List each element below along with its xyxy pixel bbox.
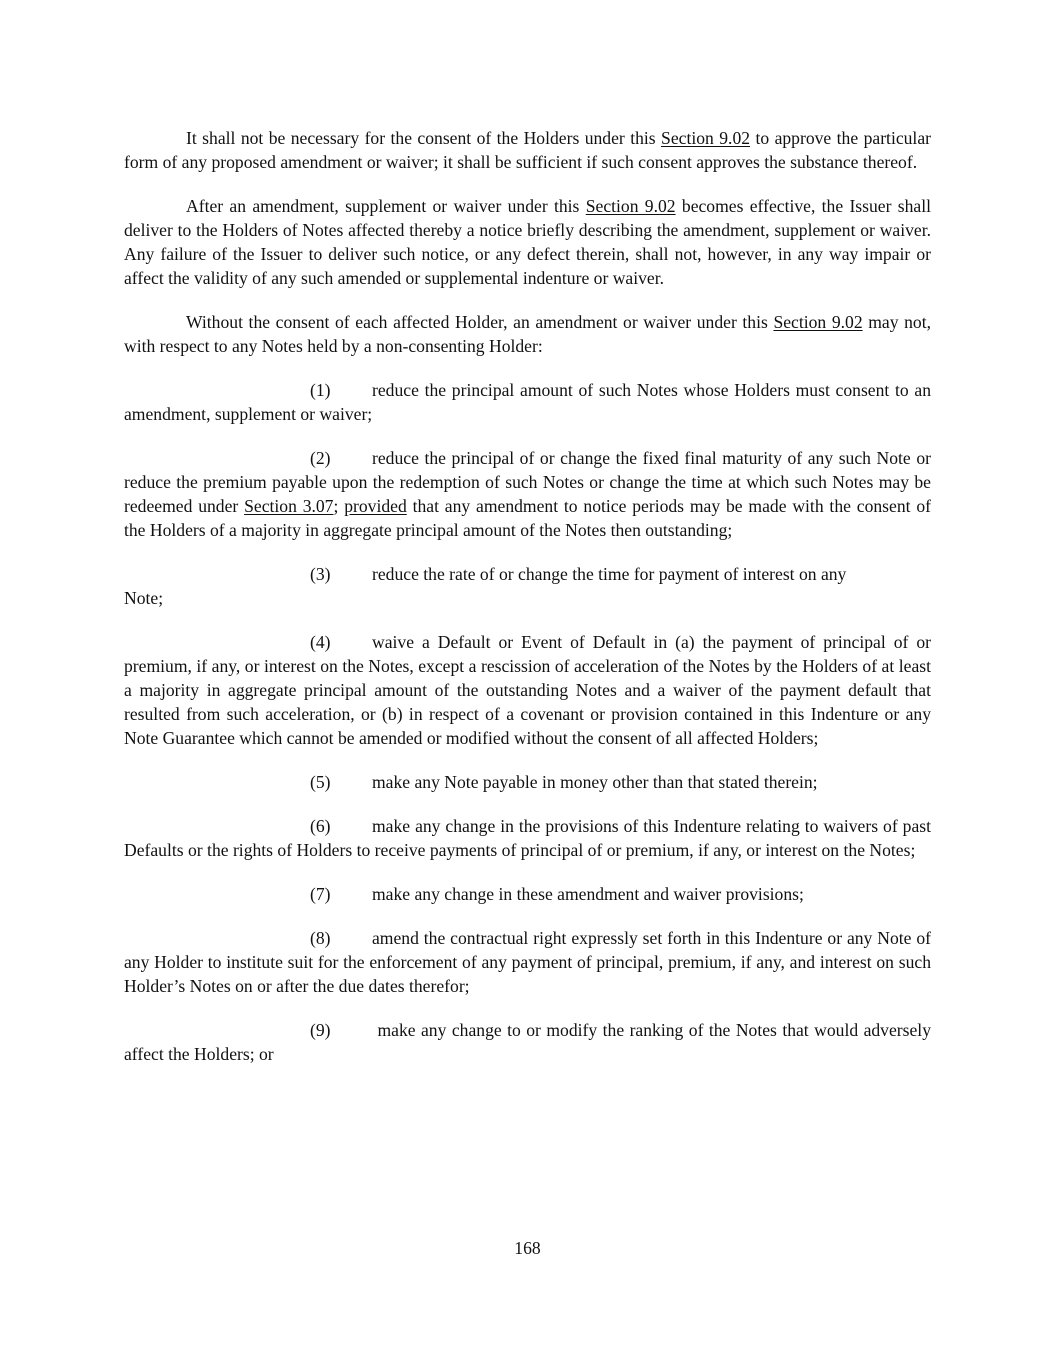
section-reference: Section 9.02 [661, 128, 751, 148]
list-item-5 [124, 770, 931, 794]
item-text: make any change in these amendment and waiver provisions; [372, 884, 804, 904]
section-reference: Section 9.02 [585, 196, 676, 216]
provided-term: provided [344, 496, 407, 516]
list-item-6 [124, 814, 931, 862]
paragraph-consent-form: It shall not be necessary for the consent of the Holders under this Section 9.02 to approve the particular form of any proposed amendment or waiver; it shall be sufficient if such consent approves the substance thereof. [124, 128, 931, 172]
section-reference: Section 9.02 [773, 312, 863, 332]
item-text: amend the contractual right expressly set forth in this Indenture or any Note of any Holder to institute suit for the enforcement of any payment of principal, premium, if any, and interest on such Holder’s Notes on or after the due dates therefor; [124, 928, 931, 996]
list-item-4 [124, 630, 931, 750]
list-item-2: (2) reduce the principal of or change the fixed final maturity of any such Note or reduce the premium payable upon the redemption of such Notes or change the time at which such Notes may be redeemed under Section 3.07; provided that any amendment to notice periods may be made with the consent of the Holders of a majority in aggregate principal amount of the Notes then outstanding; [124, 448, 931, 540]
item-text: make any Note payable in money other than that stated therein; [372, 772, 818, 792]
item-number: (1) [310, 380, 331, 400]
paragraph-consent-required: Without the consent of each affected Holder, an amendment or waiver under this Section 9.02 may not, with respect to any Notes held by a non-consenting Holder: [124, 312, 931, 356]
item-text: waive a Default or Event of Default in (a) the payment of principal of or premium, if any, or interest on the Notes, except a rescission of acceleration of the Notes by the Holders of at least a majority in aggregate principal amount of the outstanding Notes and a waiver of the payment default that resulted from such acceleration, or (b) in respect of a covenant or provision contained in this Indenture or any Note Guarantee which cannot be amended or modified without the consent of all affected Holders; [124, 632, 931, 748]
list-item-7 [124, 882, 931, 906]
list-item-1 [124, 378, 931, 426]
item-number: (8) [310, 928, 331, 948]
list-item-8 [124, 926, 931, 998]
item-text: make any change to or modify the ranking of the Notes that would adversely affect the Holders; or [124, 1020, 931, 1064]
page-number: 168 [514, 1238, 541, 1258]
item-number: (7) [310, 884, 331, 904]
section-reference: Section 3.07 [244, 496, 334, 516]
item-number: (4) [310, 632, 331, 652]
list-item-9 [124, 1018, 931, 1066]
document-page [124, 126, 931, 1086]
list-item-3 [124, 562, 931, 610]
item-number: (3) [310, 564, 331, 584]
item-number: (9) [310, 1020, 331, 1040]
item-number: (6) [310, 816, 331, 836]
item-text: reduce the rate of or change the time for payment of interest on any [372, 564, 847, 584]
item-text: reduce the principal amount of such Notes whose Holders must consent to an amendment, supplement or waiver; [124, 380, 931, 424]
paragraph-notice: After an amendment, supplement or waiver under this Section 9.02 becomes effective, the Issuer shall deliver to the Holders of Notes affected thereby a notice briefly describing the amendment, supplement or waiver. Any failure of the Issuer to deliver such notice, or any defect therein, shall not, however, in any way impair or affect the validity of any such amended or supplemental indenture or waiver. [124, 196, 931, 288]
item-text-tail: Note; [124, 588, 164, 608]
item-text: make any change in the provisions of this Indenture relating to waivers of past Defaults or the rights of Holders to receive payments of principal of or premium, if any, or interest on the Notes; [124, 816, 931, 860]
item-text: reduce the principal of or change the fixed final maturity of any such Note or reduce the premium payable upon the redemption of such Notes or change the time at which such Notes may be redeemed under [124, 448, 931, 516]
item-number: (2) [310, 448, 331, 468]
item-number: (5) [310, 772, 331, 792]
